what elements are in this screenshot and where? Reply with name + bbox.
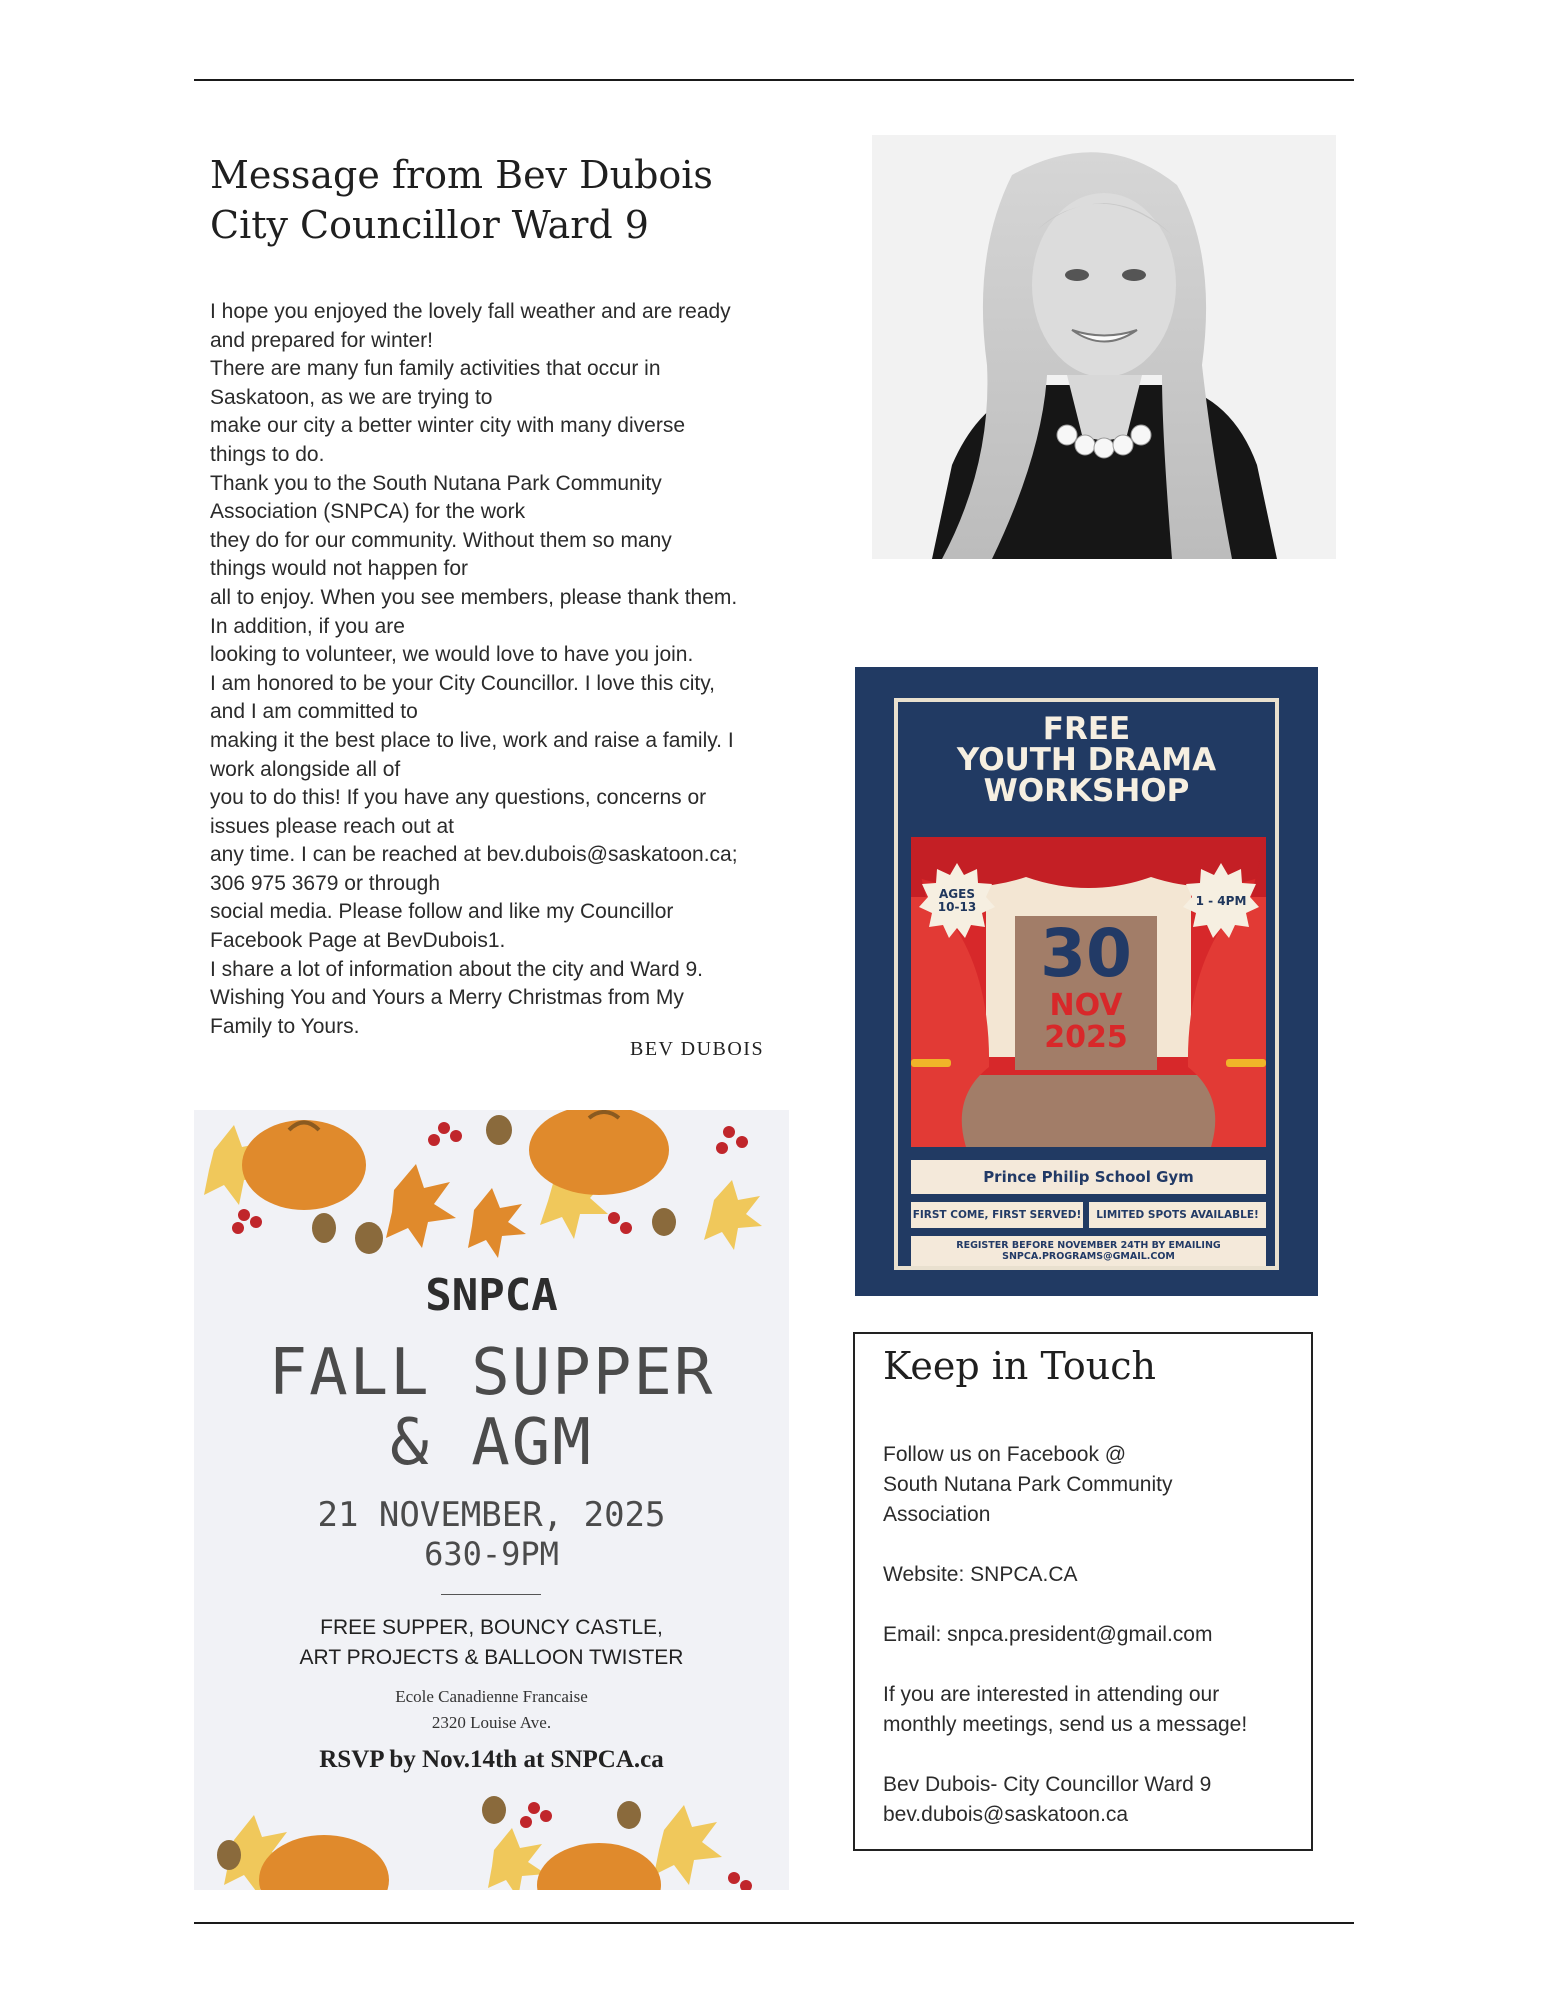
message-body-line: work alongside all of: [210, 757, 401, 781]
time-badge: [1181, 861, 1261, 941]
supper-rsvp: RSVP by Nov.14th at SNPCA.ca: [319, 1746, 664, 1773]
bottom-divider: [194, 1922, 1354, 1924]
date-month: NOV: [1049, 988, 1123, 1023]
message-body-line: Saskatoon, as we are trying to: [210, 385, 493, 409]
message-body-line: all to enjoy. When you see members, please thank them.: [210, 585, 738, 609]
keep-in-touch-line: Bev Dubois- City Councillor Ward 9: [883, 1773, 1212, 1796]
register-bar: [911, 1236, 1266, 1266]
stage-illustration: [911, 837, 1266, 1147]
drama-workshop-poster: [855, 667, 1318, 1296]
keep-in-touch-body: [883, 1440, 1313, 1830]
keep-in-touch-line: South Nutana Park Community: [883, 1473, 1173, 1496]
message-body-line: and prepared for winter!: [210, 328, 433, 352]
message-body-line: looking to volunteer, we would love to have you join.: [210, 643, 694, 667]
keep-in-touch-line: Website: SNPCA.CA: [883, 1563, 1078, 1586]
date-box: [1015, 916, 1157, 1070]
message-body-line: Thank you to the South Nutana Park Community: [210, 471, 662, 495]
message-body-line: social media. Please follow and like my Councillor: [210, 900, 674, 924]
ages-badge: [917, 861, 997, 941]
spacer: [883, 1740, 1313, 1770]
keep-in-touch-line: monthly meetings, send us a message!: [883, 1713, 1248, 1736]
message-body-line: they do for our community. Without them so many: [210, 528, 672, 552]
message-title: [210, 150, 850, 250]
supper-venue-line: Ecole Canadienne Francaise: [395, 1687, 588, 1706]
supper-time: 630-9PM: [424, 1535, 559, 1573]
message-body-line: things would not happen for: [210, 557, 469, 581]
message-body-line: Family to Yours.: [210, 1014, 360, 1038]
keep-in-touch-line: Association: [883, 1503, 991, 1526]
date-year: 2025: [1044, 1020, 1128, 1055]
poster-title-line: WORKSHOP: [983, 773, 1190, 809]
councillor-portrait: [872, 135, 1336, 559]
message-body-line: make our city a better winter city with many diverse: [210, 414, 686, 438]
supper-activities-line: FREE SUPPER, BOUNCY CASTLE,: [320, 1616, 663, 1639]
message-title-line: City Councillor Ward 9: [210, 203, 649, 247]
message-body-line: things to do.: [210, 442, 325, 466]
ages-line: 10-13: [937, 900, 977, 914]
ages-line: AGES: [939, 887, 975, 901]
keep-in-touch-line: bev.dubois@saskatoon.ca: [883, 1803, 1129, 1826]
top-divider: [194, 79, 1354, 81]
supper-activities-line: ART PROJECTS & BALLOON TWISTER: [299, 1646, 684, 1669]
keep-in-touch-title: Keep in Touch: [883, 1344, 1156, 1388]
keep-in-touch-line: Follow us on Facebook @: [883, 1443, 1127, 1466]
poster-frame: [894, 698, 1279, 1270]
spacer: [883, 1530, 1313, 1560]
message-body-line: I am honored to be your City Councillor. I love this city,: [210, 671, 716, 695]
supper-venue-line: 2320 Louise Ave.: [431, 1713, 552, 1732]
autumn-leaves-top-icon: [194, 1110, 789, 1270]
poster-title-line: YOUTH DRAMA: [956, 742, 1217, 778]
message-body: [210, 298, 850, 1041]
location-bar: Prince Philip School Gym: [911, 1160, 1266, 1194]
message-body-line: Wishing You and Yours a Merry Christmas from My: [210, 986, 684, 1010]
message-body-line: I share a lot of information about the city and Ward 9.: [210, 957, 703, 981]
time-text: 1 - 4PM: [1195, 893, 1247, 908]
message-body-line: issues please reach out at: [210, 814, 454, 838]
register-line: REGISTER BEFORE NOVEMBER 24TH BY EMAILING: [956, 1240, 1221, 1251]
message-body-line: any time. I can be reached at bev.dubois@saskatoon.ca;: [210, 843, 738, 867]
supper-date: 21 NOVEMBER, 2025: [317, 1495, 666, 1535]
autumn-leaves-bottom-icon: [194, 1770, 789, 1890]
message-body-line: 306 975 3679 or through: [210, 871, 441, 895]
supper-title-line: & AGM: [390, 1406, 593, 1480]
tag-limited-spots: LIMITED SPOTS AVAILABLE!: [1089, 1202, 1266, 1228]
message-body-line: Association (SNPCA) for the work: [210, 500, 526, 524]
supper-title-line: FALL SUPPER: [268, 1336, 715, 1410]
keep-in-touch-line: Email: snpca.president@gmail.com: [883, 1623, 1213, 1646]
supper-divider: [441, 1594, 541, 1595]
message-body-line: There are many fun family activities that occur in: [210, 357, 661, 381]
message-title-line: Message from Bev Dubois: [210, 153, 713, 197]
spacer: [883, 1650, 1313, 1680]
keep-in-touch-line: If you are interested in attending our: [883, 1683, 1220, 1706]
message-body-line: In addition, if you are: [210, 614, 405, 638]
spacer: [883, 1590, 1313, 1620]
message-body-line: Facebook Page at BevDubois1.: [210, 929, 506, 953]
message-body-line: you to do this! If you have any questions, concerns or: [210, 786, 707, 810]
date-day: 30: [1040, 915, 1132, 992]
supper-org: SNPCA: [425, 1270, 558, 1321]
message-body-line: and I am committed to: [210, 700, 418, 724]
keep-in-touch-box: [853, 1332, 1313, 1851]
register-line: SNPCA.PROGRAMS@GMAIL.COM: [1002, 1251, 1175, 1262]
fall-supper-poster: [194, 1110, 789, 1890]
tag-first-come: FIRST COME, FIRST SERVED!: [911, 1202, 1083, 1228]
poster-title-line: FREE: [1042, 711, 1131, 747]
signature: BEV DUBOIS: [630, 1038, 765, 1060]
message-body-line: I hope you enjoyed the lovely fall weather and are ready: [210, 300, 731, 323]
message-body-line: making it the best place to live, work and raise a family. I: [210, 728, 734, 752]
